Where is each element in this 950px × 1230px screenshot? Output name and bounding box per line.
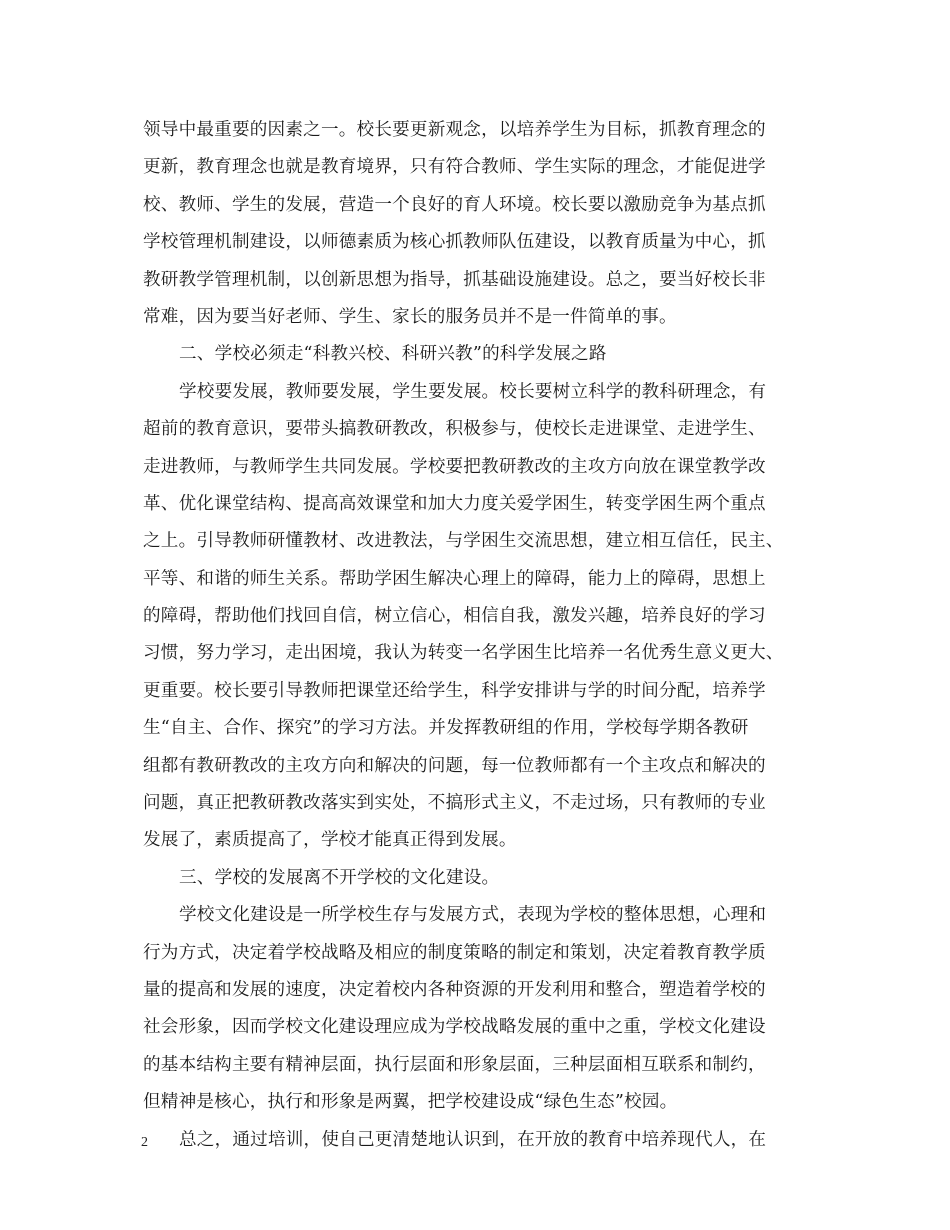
text-line: 学校文化建设是一所学校生存与发展方式，表现为学校的整体思想，心理和	[179, 905, 767, 926]
text-line: 习惯，努力学习，走出困境，我认为转变一名学困生比培养一名优秀生意义更大、	[143, 643, 784, 664]
text-line: 学校要发展，教师要发展，学生要发展。校长要树立科学的教科研理念，有	[179, 381, 767, 402]
text-line: 发展了，素质提高了，学校才能真正得到发展。	[143, 830, 517, 851]
text-line: 组都有教研教改的主攻方向和解决的问题，每一位教师都有一个主攻点和解决的	[143, 755, 766, 776]
text-line: 更重要。校长要引导教师把课堂还给学生，科学安排讲与学的时间分配，培养学	[143, 680, 766, 701]
text-line: 领导中最重要的因素之一。校长要更新观念，以培养学生为目标，抓教育理念的	[143, 120, 766, 140]
text-line: 量的提高和发展的速度，决定着校内各种资源的开发利用和整合，塑造着学校的	[143, 979, 766, 1000]
body-text	[143, 112, 809, 1159]
text-line: 的基本结构主要有精神层面，执行层面和形象层面，三种层面相互联系和制约，	[143, 1054, 766, 1075]
page-number: 2	[141, 1135, 148, 1150]
text-line: 但精神是核心，执行和形象是两翼，把学校建设成“绿色生态”校园。	[143, 1092, 678, 1113]
text-line: 的障碍，帮助他们找回自信，树立信心，相信自我，激发兴趣，培养良好的学习	[143, 606, 766, 627]
text-line: 教研教学管理机制，以创新思想为指导，抓基础设施建设。总之，要当好校长非	[143, 269, 766, 290]
text-line: 行为方式，决定着学校战略及相应的制度策略的制定和策划，决定着教育教学质	[143, 942, 766, 963]
section-heading: 二、学校必须走“科教兴校、科研兴教”的科学发展之路	[179, 344, 607, 365]
text-line: 社会形象，因而学校文化建设理应成为学校战略发展的重中之重，学校文化建设	[143, 1017, 766, 1038]
text-line: 校、教师、学生的发展，营造一个良好的育人环境。校长要以激励竞争为基点抓	[143, 194, 766, 215]
text-line: 总之，通过培训，使自己更清楚地认识到，在开放的教育中培养现代人，在	[179, 1129, 767, 1150]
text-line: 超前的教育意识，要带头搞教研教改，积极参与，使校长走进课堂、走进学生、	[143, 419, 766, 440]
text-line: 生“自主、合作、探究”的学习方法。并发挥教研组的作用，学校每学期各教研	[143, 718, 749, 739]
text-line: 学校管理机制建设，以师德素质为核心抓教师队伍建设，以教育质量为中心，抓	[143, 232, 766, 253]
text-line: 问题，真正把教研教改落实到实处，不搞形式主义，不走过场，只有教师的专业	[143, 793, 766, 814]
text-line: 常难，因为要当好老师、学生、家长的服务员并不是一件简单的事。	[143, 306, 677, 327]
text-line: 之上。引导教师研懂教材、改进教法，与学困生交流思想，建立相互信任，民主、	[143, 531, 784, 552]
text-line: 更新，教育理念也就是教育境界，只有符合教师、学生实际的理念，才能促进学	[143, 157, 766, 178]
text-line: 平等、和谐的师生关系。帮助学困生解决心理上的障碍，能力上的障碍，思想上	[143, 568, 766, 589]
text-line: 走进教师，与教师学生共同发展。学校要把教研教改的主攻方向放在课堂教学改	[143, 456, 766, 477]
text-line: 革、优化课堂结构、提高高效课堂和加大力度关爱学困生，转变学困生两个重点	[143, 493, 766, 514]
section-heading: 三、学校的发展离不开学校的文化建设。	[179, 867, 500, 888]
